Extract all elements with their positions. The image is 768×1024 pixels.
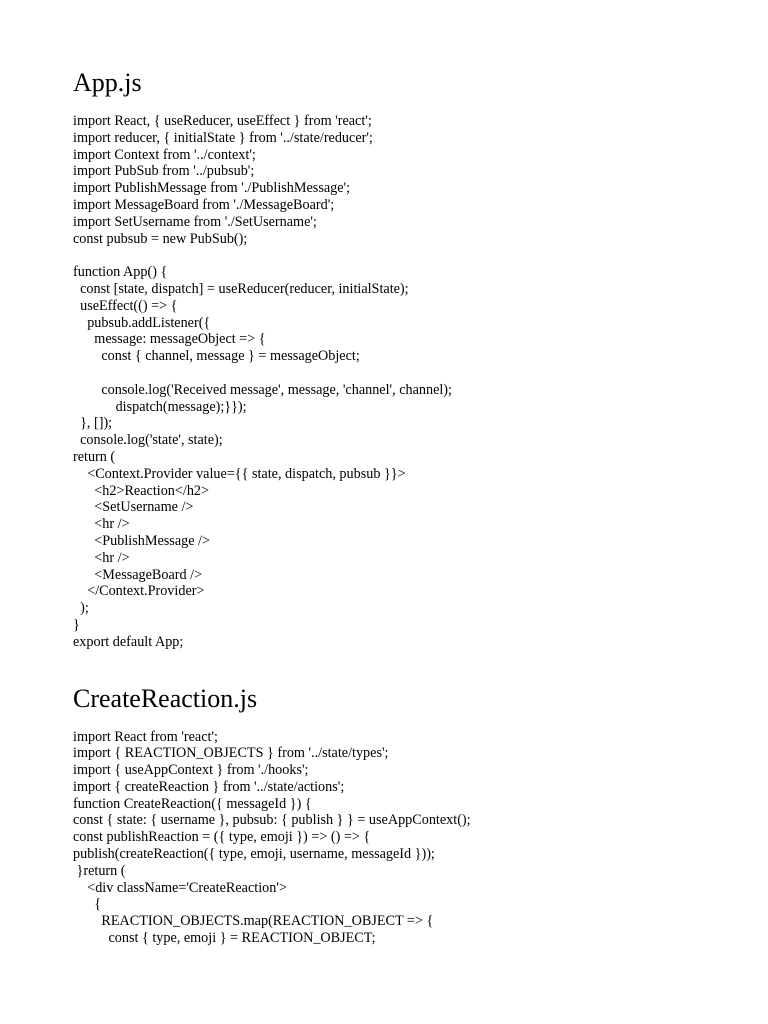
code-line: }return (: [73, 862, 126, 879]
code-line: console.log('state', state);: [73, 432, 223, 449]
code-line: function CreateReaction({ messageId }) {: [73, 795, 312, 812]
code-line: import { createReaction } from '../state/actions';: [73, 778, 345, 795]
code-line: import SetUsername from './SetUsername';: [73, 213, 317, 230]
code-line: console.log('Received message', message, 'channel', channel);: [73, 381, 452, 398]
code-block-create-reaction-js: [73, 729, 753, 947]
code-line: [73, 365, 753, 382]
section-create-reaction-js: [73, 680, 753, 947]
document-page: [73, 64, 753, 947]
code-line: <hr />: [73, 549, 130, 566]
code-line: publish(createReaction({ type, emoji, username, messageId }));: [73, 846, 435, 863]
code-line: import React, { useReducer, useEffect } from 'react';: [73, 113, 372, 129]
code-line: const pubsub = new PubSub();: [73, 230, 248, 247]
code-line: const [state, dispatch] = useReducer(reducer, initialState);: [73, 280, 409, 297]
code-line: export default App;: [73, 633, 184, 650]
section-title-create-reaction-js: CreateReaction.js: [73, 683, 258, 713]
code-line: useEffect(() => {: [73, 297, 178, 314]
code-line: <div className='CreateReaction'>: [73, 879, 287, 896]
code-line: }, []);: [73, 415, 113, 432]
code-line: [73, 247, 753, 264]
code-line: import React from 'react';: [73, 728, 218, 745]
code-line: function App() {: [73, 264, 168, 281]
code-line: message: messageObject => {: [73, 331, 266, 348]
code-line: pubsub.addListener({: [73, 314, 211, 331]
code-line: const { type, emoji } = REACTION_OBJECT;: [73, 930, 376, 947]
code-line: const { channel, message } = messageObject;: [73, 348, 360, 365]
section-title-app-js: App.js: [73, 68, 142, 97]
code-line: REACTION_OBJECTS.map(REACTION_OBJECT => {: [73, 913, 434, 930]
code-line: import { REACTION_OBJECTS } from '../state/types';: [73, 745, 389, 762]
code-line: <hr />: [73, 516, 130, 533]
code-line: <PublishMessage />: [73, 532, 210, 549]
code-line: const publishReaction = ({ type, emoji }) => () => {: [73, 829, 371, 846]
code-line: import PubSub from '../pubsub';: [73, 163, 255, 180]
code-line: <MessageBoard />: [73, 566, 203, 583]
code-line: }: [73, 616, 80, 633]
code-line: <h2>Reaction</h2>: [73, 482, 210, 499]
code-line: <Context.Provider value={{ state, dispatch, pubsub }}>: [73, 465, 406, 482]
code-line: <SetUsername />: [73, 499, 194, 516]
code-line: dispatch(message);}});: [73, 398, 247, 415]
code-line: import PublishMessage from './PublishMessage';: [73, 180, 351, 197]
code-line: </Context.Provider>: [73, 583, 205, 600]
code-block-app-js: [73, 113, 753, 651]
code-line: import MessageBoard from './MessageBoard';: [73, 196, 335, 213]
code-line: import reducer, { initialState } from '../state/reducer';: [73, 129, 373, 146]
section-app-js: [73, 64, 753, 651]
code-line: import { useAppContext } from './hooks';: [73, 762, 309, 779]
code-line: {: [73, 896, 102, 913]
code-line: return (: [73, 448, 116, 465]
code-line: const { state: { username }, pubsub: { publish } } = useAppContext();: [73, 812, 471, 829]
code-line: import Context from '../context';: [73, 146, 256, 163]
code-line: );: [73, 600, 89, 617]
